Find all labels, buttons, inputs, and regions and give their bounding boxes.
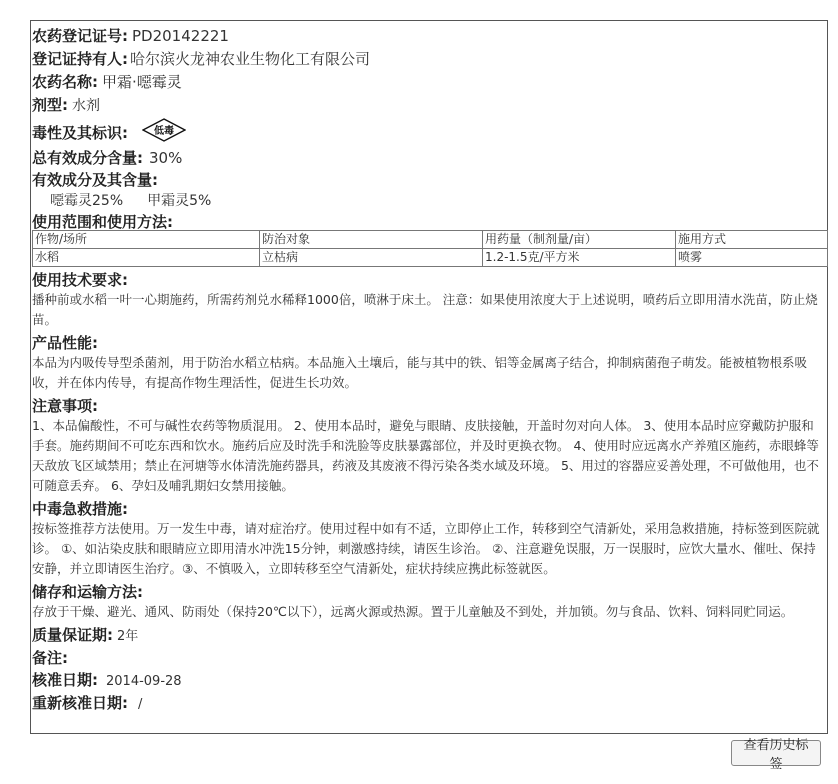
view-history-label-button[interactable]: 查看历史标签 bbox=[731, 740, 821, 766]
usage-cell-crop: 水稻 bbox=[33, 249, 260, 267]
toxicity-label: 毒性及其标识: bbox=[32, 123, 128, 142]
first-aid-text: 按标签推荐方法使用。万一发生中毒，请对症治疗。使用过程中如有不适，立即停止工作，转移到空气清新处，采用急救措施，持标签到医院就诊。 ①、如沾染皮肤和眼睛应立即用清水冲洗15分钟，刺激感持续，请医生诊治。 ②、注意避免误服，万一误服时，应饮大量水、催吐、保持安静，并立即请医生治疗。③、不慎吸入，立即转移至空气清新处，症状持续应携此标签就医。 bbox=[32, 521, 820, 576]
usage-table-header bbox=[33, 231, 828, 249]
remarks-row bbox=[32, 647, 826, 669]
toxicity-row bbox=[32, 117, 826, 147]
reapproval-date-value: / bbox=[138, 697, 143, 712]
approval-date-value: 2014-09-28 bbox=[106, 674, 182, 689]
approval-date-row bbox=[32, 669, 826, 692]
technique-label: 使用技术要求: bbox=[32, 271, 128, 289]
low-toxicity-icon bbox=[142, 118, 186, 146]
technique-text: 播种前或水稻一叶一心期施药，所需药剂兑水稀释1000倍，喷淋于床土。 注意：如果使用浓度大于上述说明，喷药后立即用清水洗苗，防止烧苗。 bbox=[32, 292, 818, 327]
registration-label: 农药登记证号: bbox=[32, 27, 128, 45]
performance-label: 产品性能: bbox=[32, 334, 98, 352]
reapproval-date-label: 重新核准日期: bbox=[32, 694, 128, 712]
label-info-panel bbox=[30, 20, 828, 734]
usage-label: 使用范围和使用方法: bbox=[32, 213, 173, 231]
name-row bbox=[32, 71, 826, 94]
formulation-value: 水剂 bbox=[72, 98, 100, 114]
total-content-label: 总有效成分含量: bbox=[32, 149, 143, 167]
usage-table bbox=[32, 230, 828, 267]
table-row bbox=[33, 249, 828, 267]
warranty-label: 质量保证期: bbox=[32, 626, 113, 644]
usage-header-method: 施用方式 bbox=[676, 231, 828, 249]
usage-cell-method: 喷雾 bbox=[676, 249, 828, 267]
first-aid-label: 中毒急救措施: bbox=[32, 500, 128, 518]
low-toxicity-text: 低毒 bbox=[154, 126, 174, 137]
usage-header-dosage: 用药量（制剂量/亩） bbox=[483, 231, 676, 249]
precautions-label: 注意事项: bbox=[32, 397, 98, 415]
usage-header-target: 防治对象 bbox=[260, 231, 483, 249]
holder-label: 登记证持有人: bbox=[32, 50, 128, 68]
ingredient-item: 甲霜灵5% bbox=[147, 193, 212, 209]
total-content-row bbox=[32, 147, 826, 169]
ingredients-list bbox=[32, 190, 826, 211]
usage-row bbox=[32, 211, 826, 230]
ingredient-item: 噁霉灵25% bbox=[50, 193, 124, 209]
storage-label: 储存和运输方法: bbox=[32, 583, 143, 601]
formulation-label: 剂型: bbox=[32, 96, 68, 114]
warranty-value: 2年 bbox=[117, 629, 139, 644]
formulation-row bbox=[32, 94, 826, 117]
warranty-row bbox=[32, 624, 826, 647]
usage-cell-target: 立枯病 bbox=[260, 249, 483, 267]
precautions-text: 1、本品偏酸性，不可与碱性农药等物质混用。 2、使用本品时，避免与眼睛、皮肤接触，开盖时勿对向人体。 3、使用本品时应穿戴防护服和手套。施药期间不可吃东西和饮水。施药后应及时洗手和洗脸等皮肤暴露部位，并及时更换衣物。 4、使用时应远离水产养殖区施药，赤眼蜂等天敌放飞区域禁用；禁止在河塘等水体清洗施药器具，药液及其废液不得污染各类水域及环境。 5、用过的容器应妥善处理，不可做他用，也不可随意丢弃。 6、孕妇及哺乳期妇女禁用接触。 bbox=[32, 418, 819, 493]
performance-text: 本品为内吸传导型杀菌剂，用于防治水稻立枯病。本品施入土壤后，能与其中的铁、铝等金属离子结合，抑制病菌孢子萌发。能被植物根系吸收，并在体内传导，有提高作物生理活性，促进生长功效。 bbox=[32, 355, 808, 390]
remarks-label: 备注: bbox=[32, 649, 68, 667]
holder-row bbox=[32, 48, 826, 71]
usage-cell-dosage: 1.2-1.5克/平方米 bbox=[483, 249, 676, 267]
reapproval-date-row bbox=[32, 692, 826, 714]
holder-value: 哈尔滨火龙神农业生物化工有限公司 bbox=[130, 50, 371, 68]
ingredients-row bbox=[32, 169, 826, 190]
approval-date-label: 核准日期: bbox=[32, 671, 98, 689]
storage-text: 存放于干燥、避光、通风、防雨处（保持20℃以下），远离火源或热源。置于儿童触及不到处，并加锁。勿与食品、饮料、饲料同贮同运。 bbox=[32, 604, 794, 619]
registration-value: PD20142221 bbox=[132, 27, 229, 45]
registration-row bbox=[32, 25, 826, 48]
ingredients-label: 有效成分及其含量: bbox=[32, 171, 158, 189]
name-label: 农药名称: bbox=[32, 73, 98, 91]
name-value: 甲霜·噁霉灵 bbox=[102, 73, 182, 91]
total-content-value: 30% bbox=[149, 149, 183, 167]
usage-header-crop: 作物/场所 bbox=[33, 231, 260, 249]
